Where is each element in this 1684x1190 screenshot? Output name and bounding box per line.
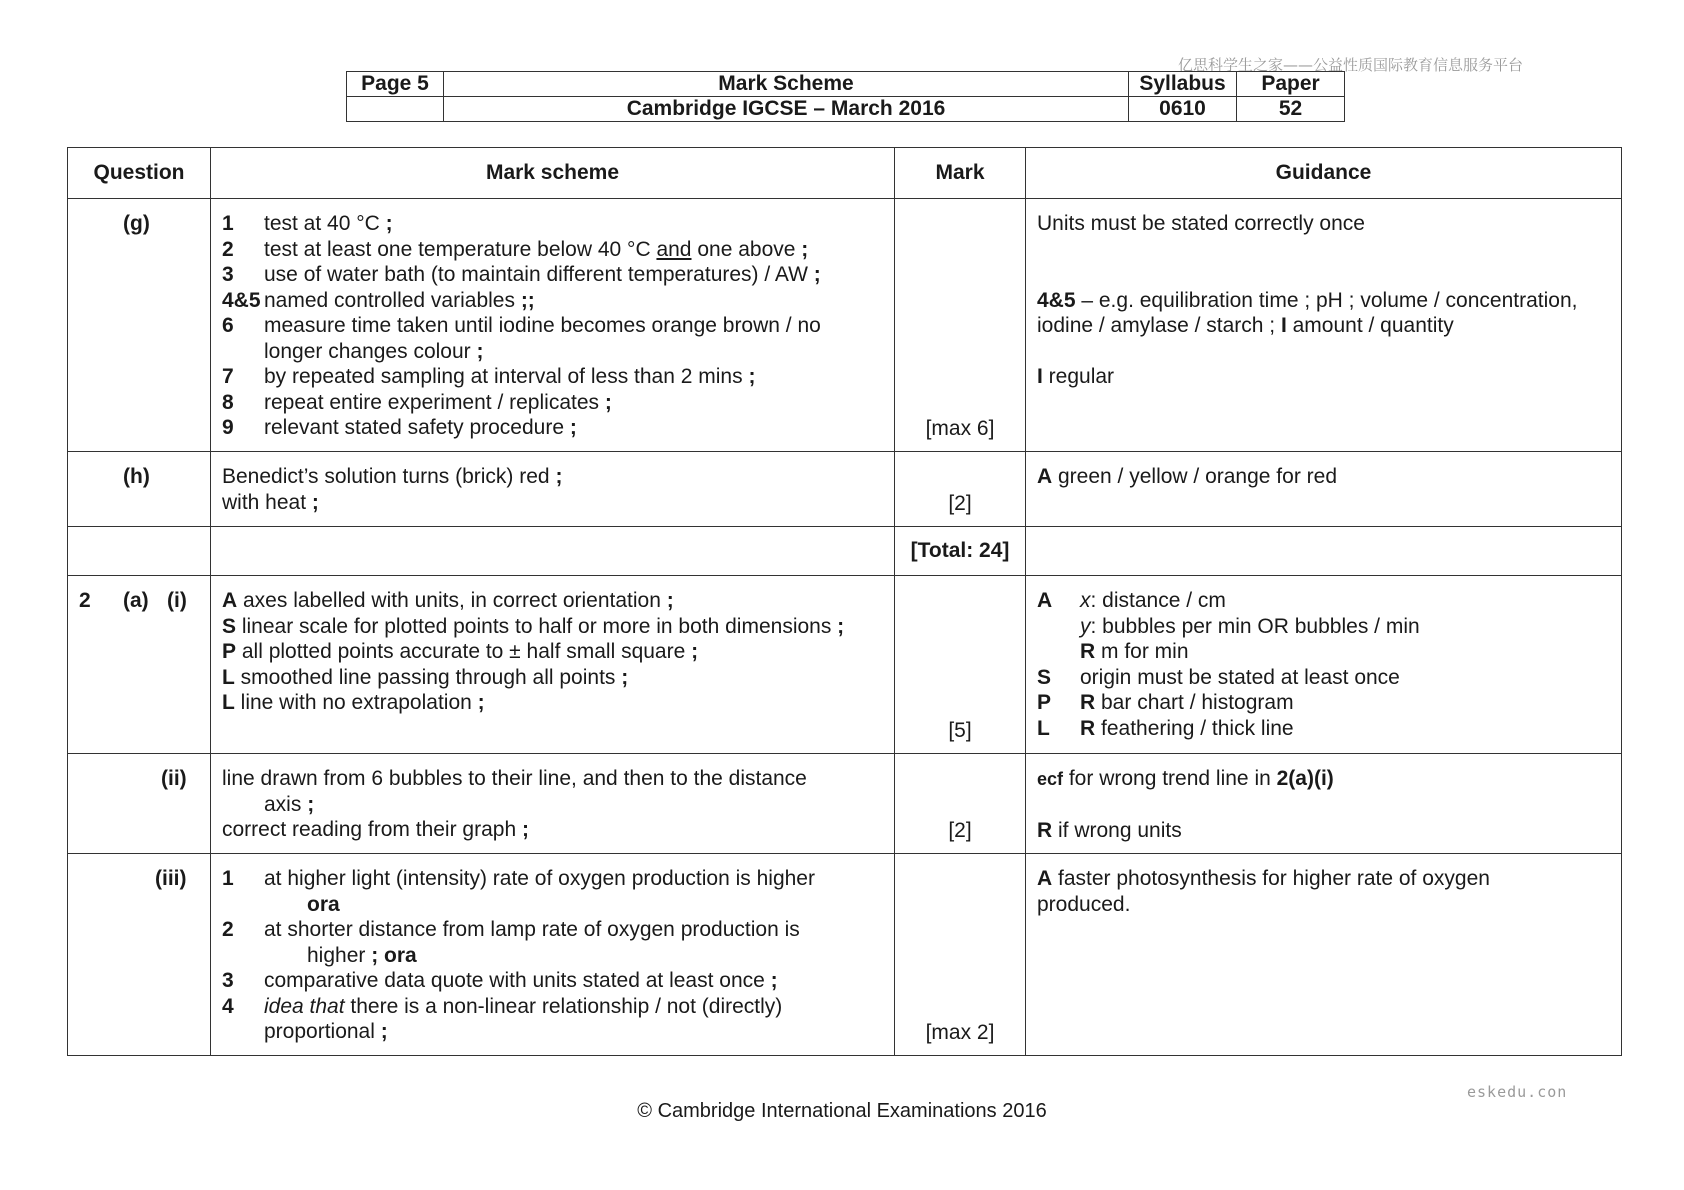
mark-cell: [2] xyxy=(895,452,1026,527)
mark-scheme-cell: Benedict’s solution turns (brick) red ; with heat ; xyxy=(211,452,895,527)
question-label: 2 (a) (i) xyxy=(68,576,211,754)
question-label: (ii) xyxy=(68,754,211,854)
mark-scheme-cell xyxy=(211,576,895,754)
list-item: 4&5 named controlled variables ;; xyxy=(222,288,535,312)
mark-scheme-table xyxy=(67,147,1622,1056)
list-item: S linear scale for plotted points to half or more in both dimensions ; xyxy=(222,614,845,638)
empty-cell xyxy=(1026,527,1622,576)
mark-cell: [max 2] xyxy=(895,854,1026,1056)
paper-label: Paper xyxy=(1237,72,1345,97)
mark-cell: [5] xyxy=(895,576,1026,754)
question-label: (h) xyxy=(68,452,211,527)
list-item: L line with no extrapolation ; xyxy=(222,691,485,714)
question-label: (g) xyxy=(68,199,211,452)
list-item: 1 at higher light (intensity) rate of oxygen production is higher xyxy=(222,867,815,890)
list-item: 3 use of water bath (to maintain different temperatures) / AW ; xyxy=(222,263,821,286)
guidance-cell: A x: distance / cm y: bubbles per min OR bubbles / min R m for min S origin must be stated at least once P R bar chart / histogram L R feathering / thick line xyxy=(1026,576,1622,754)
total-mark: [Total: 24] xyxy=(895,527,1026,576)
page-number: Page 5 xyxy=(347,72,444,97)
col-question: Question xyxy=(68,148,211,199)
syllabus-code: 0610 xyxy=(1129,97,1237,122)
mark-cell: [max 6] xyxy=(895,199,1026,452)
table-row xyxy=(68,452,1622,527)
doc-subtitle: Cambridge IGCSE – March 2016 xyxy=(444,97,1129,122)
mark-scheme-cell: 1 at higher light (intensity) rate of oxygen production is higher ora 2 at shorter distance from lamp rate of oxygen production is higher ; ora 3 comparative data quote with units stated at least once ; 4 idea that there is a non-linear relationship / not (directly) proportional ; xyxy=(211,854,895,1056)
list-item: 3 comparative data quote with units stated at least once ; xyxy=(222,969,778,992)
guidance-cell: A green / yellow / orange for red xyxy=(1026,452,1622,527)
empty-cell xyxy=(211,527,895,576)
mark-scheme-cell: line drawn from 6 bubbles to their line, and then to the distance axis ; correct reading from their graph ; xyxy=(211,754,895,854)
table-header-row xyxy=(68,148,1622,199)
list-item-continuation: longer changes colour ; xyxy=(264,339,484,363)
copyright-footer: © Cambridge International Examinations 2016 xyxy=(637,1100,1047,1122)
list-item: A axes labelled with units, in correct orientation ; xyxy=(222,589,674,612)
question-label: (iii) xyxy=(68,854,211,1056)
empty-cell xyxy=(68,527,211,576)
table-row xyxy=(68,854,1622,1056)
header-empty-cell xyxy=(347,97,444,122)
watermark-top: 亿思科学生之家——公益性质国际教育信息服务平台 xyxy=(1178,56,1524,74)
list-item: 6 measure time taken until iodine becomes orange brown / no xyxy=(222,314,821,337)
guidance-cell: ecf for wrong trend line in 2(a)(i) R if wrong units xyxy=(1026,754,1622,854)
list-item: 7 by repeated sampling at interval of less than 2 mins ; xyxy=(222,365,756,388)
table-row xyxy=(68,199,1622,452)
col-mark-scheme: Mark scheme xyxy=(211,148,895,199)
watermark-bottom: eskedu.con xyxy=(1467,1083,1568,1101)
list-item: 1 test at 40 °C ; xyxy=(222,212,393,235)
guidance-cell: A faster photosynthesis for higher rate of oxygen produced. xyxy=(1026,854,1622,1056)
list-item: 2 test at least one temperature below 40 °C and one above ; xyxy=(222,237,809,261)
list-item: 4 idea that there is a non-linear relationship / not (directly) xyxy=(222,994,783,1018)
list-item: P all plotted points accurate to ± half small square ; xyxy=(222,640,699,663)
guidance-cell: Units must be stated correctly once 4&5 – e.g. equilibration time ; pH ; volume / concentration, iodine / amylase / starch ; I amount / quantity I regular xyxy=(1026,199,1622,452)
list-item: L smoothed line passing through all points ; xyxy=(222,665,629,689)
paper-number: 52 xyxy=(1237,97,1345,122)
table-row xyxy=(68,754,1622,854)
table-row xyxy=(68,576,1622,754)
doc-title: Mark Scheme xyxy=(444,72,1129,97)
total-row xyxy=(68,527,1622,576)
col-guidance: Guidance xyxy=(1026,148,1622,199)
col-mark: Mark xyxy=(895,148,1026,199)
list-item: 8 repeat entire experiment / replicates ; xyxy=(222,390,612,414)
mark-cell: [2] xyxy=(895,754,1026,854)
list-item: 2 at shorter distance from lamp rate of oxygen production is xyxy=(222,918,800,941)
syllabus-label: Syllabus xyxy=(1129,72,1237,97)
mark-scheme-cell xyxy=(211,199,895,452)
header-table xyxy=(346,71,1345,122)
list-item: 9 relevant stated safety procedure ; xyxy=(222,416,577,439)
